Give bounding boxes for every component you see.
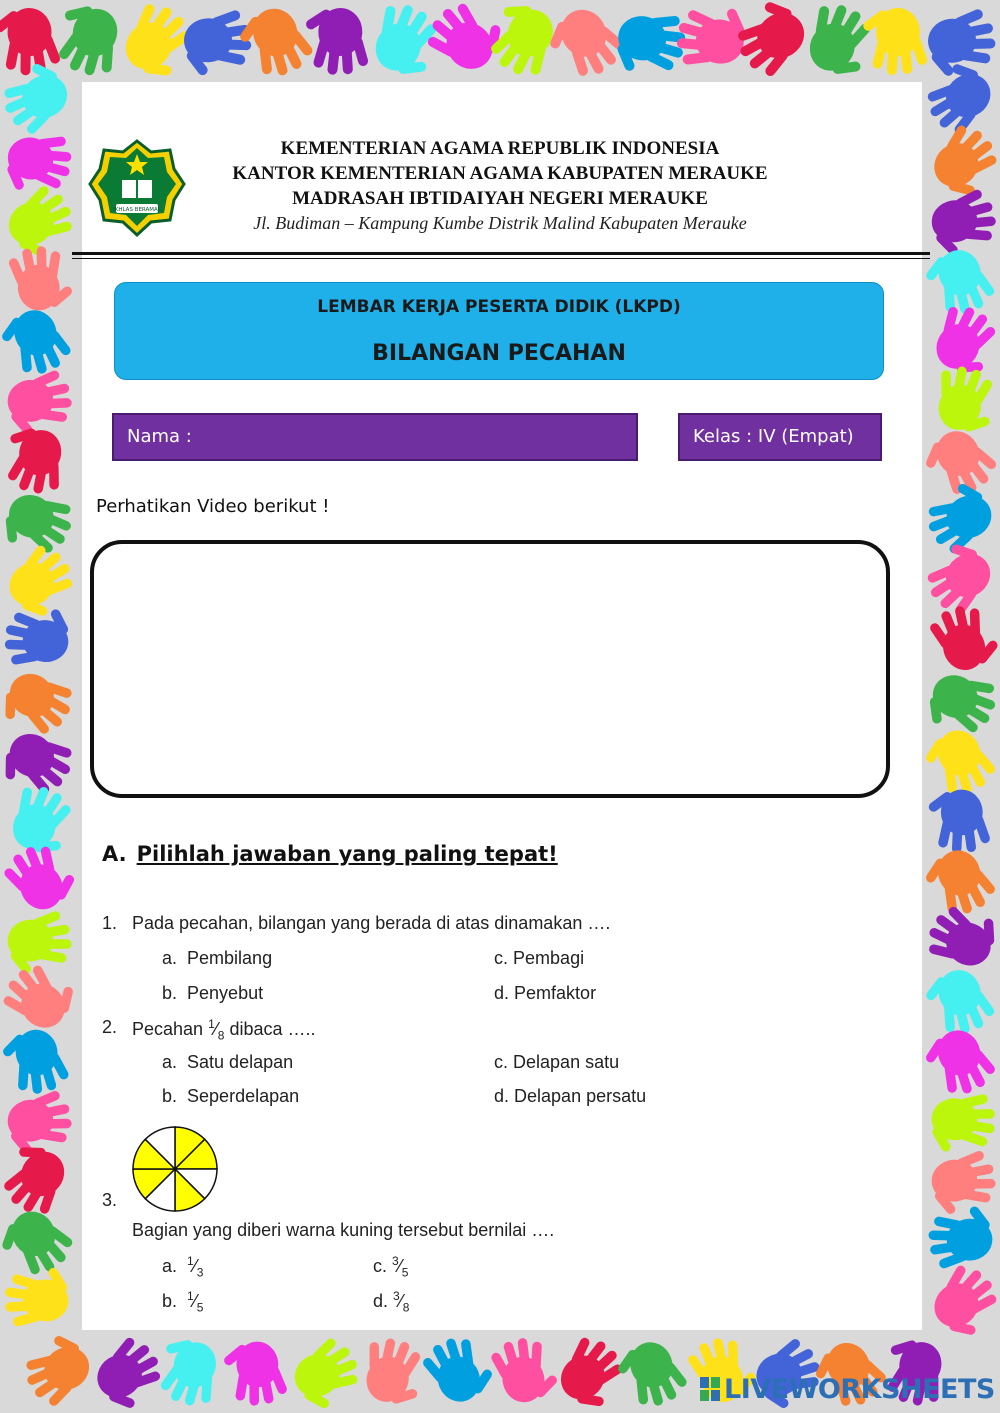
hand-print-icon <box>918 893 1000 981</box>
hand-print-icon <box>920 242 1000 322</box>
fraction-circle <box>130 1124 220 1214</box>
q2-option-b[interactable] <box>162 1086 299 1107</box>
question-3-text: Bagian yang diberi warna kuning tersebut bernilai …. <box>132 1220 555 1240</box>
q2-option-d[interactable] <box>494 1086 646 1107</box>
q1-option-b[interactable] <box>162 983 263 1004</box>
fraction-numerator: 1 <box>187 1289 194 1303</box>
hand-print-icon <box>794 0 884 85</box>
option-text: Satu delapan <box>187 1052 294 1072</box>
q3-option-b[interactable] <box>162 1289 203 1315</box>
q2-option-a[interactable] <box>162 1052 293 1073</box>
hand-print-icon <box>611 1334 692 1413</box>
section-a-heading <box>102 842 558 866</box>
fraction-numerator: 3 <box>392 1254 399 1268</box>
header-line-3: MADRASAH IBTIDAIYAH NEGERI MERAUKE <box>292 188 708 209</box>
hand-print-icon <box>0 6 62 77</box>
q1-option-a[interactable] <box>162 948 272 969</box>
option-letter: c. <box>494 948 509 968</box>
kemenag-logo-icon <box>88 138 186 238</box>
fraction-denominator: 8 <box>217 1028 225 1043</box>
option-letter: c. <box>373 1256 388 1276</box>
fraction-numerator: 1 <box>187 1254 194 1268</box>
video-placeholder[interactable] <box>90 540 890 798</box>
hand-print-icon <box>929 1149 998 1217</box>
class-field: Kelas : IV (Empat) <box>678 413 882 461</box>
q1-option-d[interactable] <box>494 983 596 1004</box>
q3-option-a[interactable] <box>162 1254 203 1280</box>
option-letter: c. <box>494 1052 509 1072</box>
option-letter: a. <box>162 1256 178 1276</box>
question-1-text: Pada pecahan, bilangan yang berada di atas dinamakan …. <box>132 913 611 933</box>
option-letter: d. <box>494 1086 510 1106</box>
option-text: Pembagi <box>513 948 585 968</box>
option-letter: d. <box>494 983 510 1003</box>
hand-print-icon <box>0 421 74 501</box>
hand-print-icon <box>5 368 75 438</box>
hand-print-icon <box>0 1135 79 1224</box>
q2-option-c[interactable] <box>494 1052 619 1073</box>
hand-print-icon <box>861 8 928 76</box>
hand-print-icon <box>540 0 632 89</box>
hand-print-icon <box>917 419 1000 507</box>
header-divider-thin <box>72 258 930 259</box>
hand-print-icon <box>147 1331 230 1413</box>
option-text: Delapan persatu <box>514 1086 647 1106</box>
hand-print-icon <box>0 302 76 383</box>
hand-print-icon <box>920 116 1000 206</box>
question-text-before: Pecahan <box>132 1019 204 1039</box>
liveworksheets-logo-icon <box>700 1377 720 1401</box>
hand-print-icon <box>926 360 1000 440</box>
option-letter: b. <box>162 1086 178 1106</box>
option-letter: a. <box>162 1052 178 1072</box>
question-3-number: 3. <box>102 1190 118 1210</box>
liveworksheets-watermark <box>700 1374 995 1405</box>
hand-print-icon <box>927 1204 994 1270</box>
hand-print-icon <box>0 1199 81 1288</box>
header-address: Jl. Budiman – Kampung Kumbe Distrik Malind Kabupaten Merauke <box>253 213 747 233</box>
option-letter: b. <box>162 983 178 1003</box>
section-title: Pilihlah jawaban yang paling tepat! <box>136 842 558 866</box>
section-letter: A. <box>102 842 127 866</box>
hand-print-icon <box>0 659 82 748</box>
option-fraction: $^3⁄_8$ <box>393 1289 410 1315</box>
fraction-numerator: 3 <box>393 1289 400 1303</box>
question-1-number: 1. <box>102 913 118 933</box>
hand-print-icon <box>284 1331 370 1413</box>
option-letter: b. <box>162 1291 178 1311</box>
option-fraction: $^1⁄_3$ <box>187 1254 204 1280</box>
name-field[interactable]: Nama : <box>112 413 638 461</box>
fraction-denominator: 5 <box>401 1265 409 1280</box>
option-text: Pemfaktor <box>514 983 597 1003</box>
hand-print-icon <box>353 1331 433 1411</box>
question-2-number: 2. <box>102 1017 118 1037</box>
hand-print-icon <box>927 186 1000 259</box>
header-divider <box>72 252 930 255</box>
option-letter: a. <box>162 948 178 968</box>
hand-print-icon <box>6 243 75 312</box>
header-line-2: KANTOR KEMENTERIAN AGAMA KABUPATEN MERAUKE <box>232 163 768 184</box>
q3-option-d[interactable] <box>373 1289 409 1315</box>
hand-print-icon <box>14 1327 100 1413</box>
hand-print-icon <box>417 1328 500 1411</box>
hand-print-icon <box>221 1339 289 1408</box>
q1-option-c[interactable] <box>494 948 584 969</box>
hand-print-icon <box>5 1089 74 1158</box>
header-line-1: KEMENTERIAN AGAMA REPUBLIK INDONESIA <box>280 138 720 159</box>
hand-print-icon <box>45 0 132 84</box>
q3-option-c[interactable] <box>373 1254 408 1280</box>
option-text: Delapan satu <box>513 1052 620 1072</box>
logo-motto: IKHLAS BERAMAL <box>113 207 161 213</box>
hand-print-icon <box>926 789 991 855</box>
option-fraction: $^3⁄_5$ <box>392 1254 409 1280</box>
hand-print-icon <box>0 537 85 626</box>
fraction-denominator: 3 <box>196 1265 204 1280</box>
hand-print-icon <box>0 952 84 1042</box>
hand-print-icon <box>85 1330 173 1413</box>
video-instruction: Perhatikan Video berikut ! <box>96 496 330 517</box>
hand-print-icon <box>488 1333 562 1408</box>
option-letter: d. <box>373 1291 389 1311</box>
hand-print-icon <box>302 7 371 77</box>
hand-print-icon <box>0 1025 72 1099</box>
hand-print-icon <box>183 9 253 78</box>
question-text-after: dibaca ….. <box>229 1019 316 1039</box>
fraction-one-eighth: $^1⁄_8$ <box>208 1017 225 1043</box>
fraction-denominator: 5 <box>196 1300 204 1315</box>
option-text: Pembilang <box>187 948 273 968</box>
option-text: Seperdelapan <box>187 1086 300 1106</box>
hand-print-icon <box>925 598 1000 677</box>
banner-title: BILANGAN PECAHAN <box>372 341 626 366</box>
fraction-denominator: 8 <box>402 1300 410 1315</box>
fraction-numerator: 1 <box>208 1017 215 1031</box>
option-fraction: $^1⁄_5$ <box>187 1289 204 1315</box>
title-banner <box>114 282 884 380</box>
question-2-text <box>132 1017 316 1043</box>
watermark-text: LIVEWORKSHEETS <box>724 1374 995 1405</box>
banner-subtitle: LEMBAR KERJA PESERTA DIDIK (LKPD) <box>317 297 681 317</box>
hand-print-icon <box>929 1089 998 1158</box>
hand-print-icon <box>920 1256 1000 1346</box>
option-text: Penyebut <box>187 983 264 1003</box>
hand-print-icon <box>918 1021 1000 1104</box>
